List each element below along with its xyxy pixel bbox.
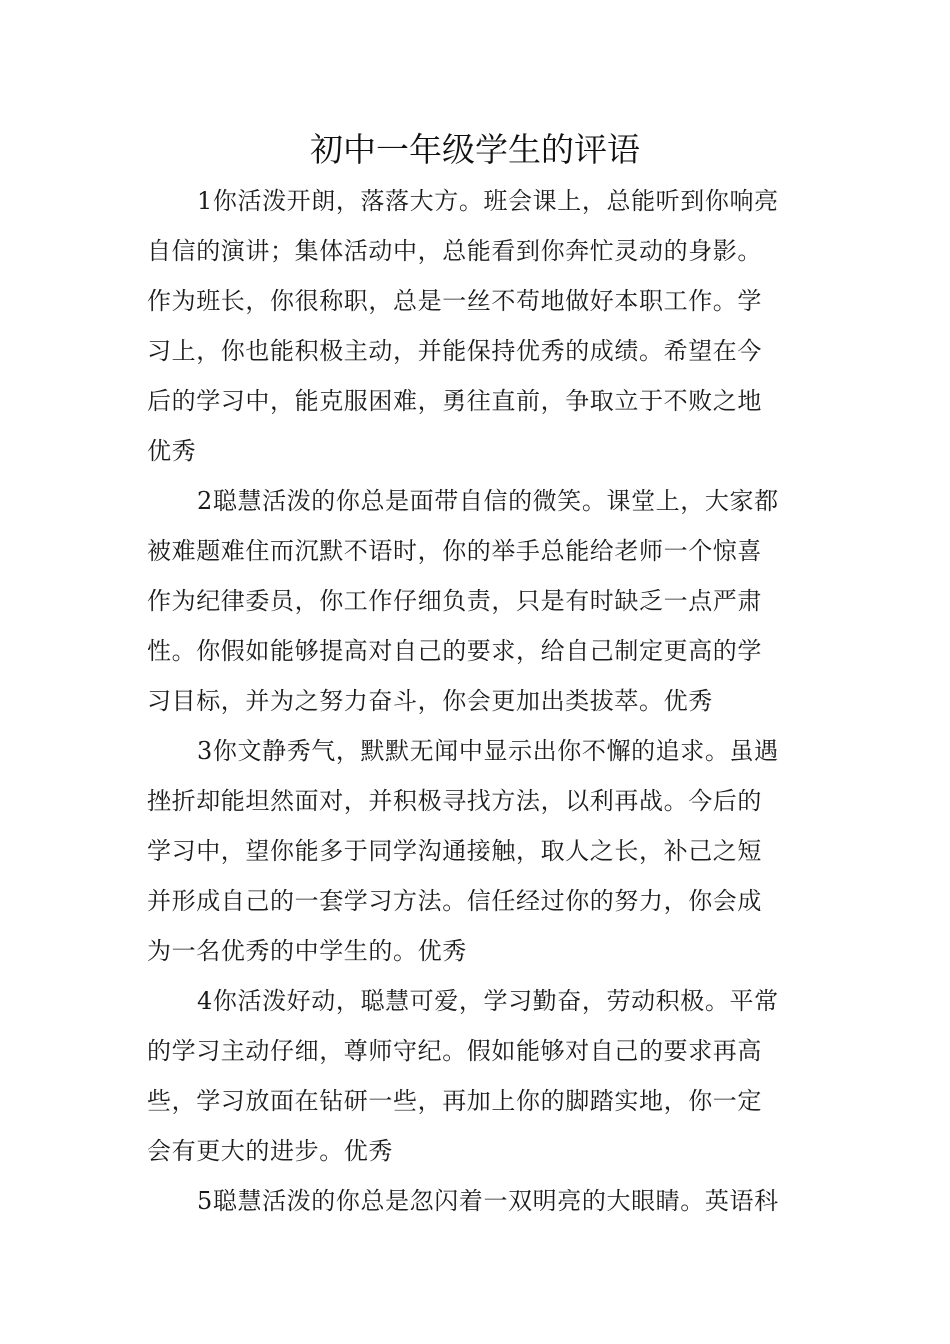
document-title: 初中一年级学生的评语 — [310, 130, 640, 169]
paragraph-line: 为一名优秀的中学生的。优秀 — [147, 937, 467, 965]
paragraph-line: 4你活泼好动，聪慧可爱，学习勤奋，劳动积极。平常 — [197, 987, 779, 1015]
document-body — [147, 176, 807, 1226]
paragraph-3 — [147, 726, 807, 976]
paragraph-2 — [147, 476, 807, 726]
paragraph-1 — [147, 176, 807, 476]
paragraph-line: 并形成自己的一套学习方法。信任经过你的努力，你会成 — [147, 887, 762, 915]
paragraph-line: 作为班长，你很称职，总是一丝不苟地做好本职工作。学 — [147, 287, 762, 315]
paragraph-line: 作为纪律委员，你工作仔细负责，只是有时缺乏一点严肃 — [147, 587, 762, 615]
paragraph-line: 被难题难住而沉默不语时，你的举手总能给老师一个惊喜 — [147, 537, 762, 565]
paragraph-line: 些，学习放面在钻研一些，再加上你的脚踏实地，你一定 — [147, 1087, 762, 1115]
paragraph-5 — [147, 1176, 807, 1226]
paragraph-line: 会有更大的进步。优秀 — [147, 1137, 393, 1165]
paragraph-line: 自信的演讲；集体活动中，总能看到你奔忙灵动的身影。 — [147, 237, 762, 265]
paragraph-line: 5聪慧活泼的你总是忽闪着一双明亮的大眼睛。英语科 — [197, 1187, 779, 1215]
paragraph-line: 优秀 — [147, 437, 197, 465]
paragraph-line: 挫折却能坦然面对，并积极寻找方法，以利再战。今后的 — [147, 787, 762, 815]
paragraph-line: 性。你假如能够提高对自己的要求，给自己制定更高的学 — [147, 637, 762, 665]
paragraph-line: 习目标，并为之努力奋斗，你会更加出类拔萃。优秀 — [147, 687, 713, 715]
paragraph-line: 后的学习中，能克服困难，勇往直前，争取立于不败之地 — [147, 387, 762, 415]
paragraph-4 — [147, 976, 807, 1176]
paragraph-line: 1你活泼开朗，落落大方。班会课上，总能听到你响亮 — [197, 187, 779, 215]
paragraph-line: 2聪慧活泼的你总是面带自信的微笑。课堂上，大家都 — [197, 487, 779, 515]
paragraph-line: 3你文静秀气，默默无闻中显示出你不懈的追求。虽遇 — [197, 737, 779, 765]
paragraph-line: 学习中，望你能多于同学沟通接触，取人之长，补己之短 — [147, 837, 762, 865]
paragraph-line: 的学习主动仔细，尊师守纪。假如能够对自己的要求再高 — [147, 1037, 762, 1065]
paragraph-line: 习上，你也能积极主动，并能保持优秀的成绩。希望在今 — [147, 337, 762, 365]
